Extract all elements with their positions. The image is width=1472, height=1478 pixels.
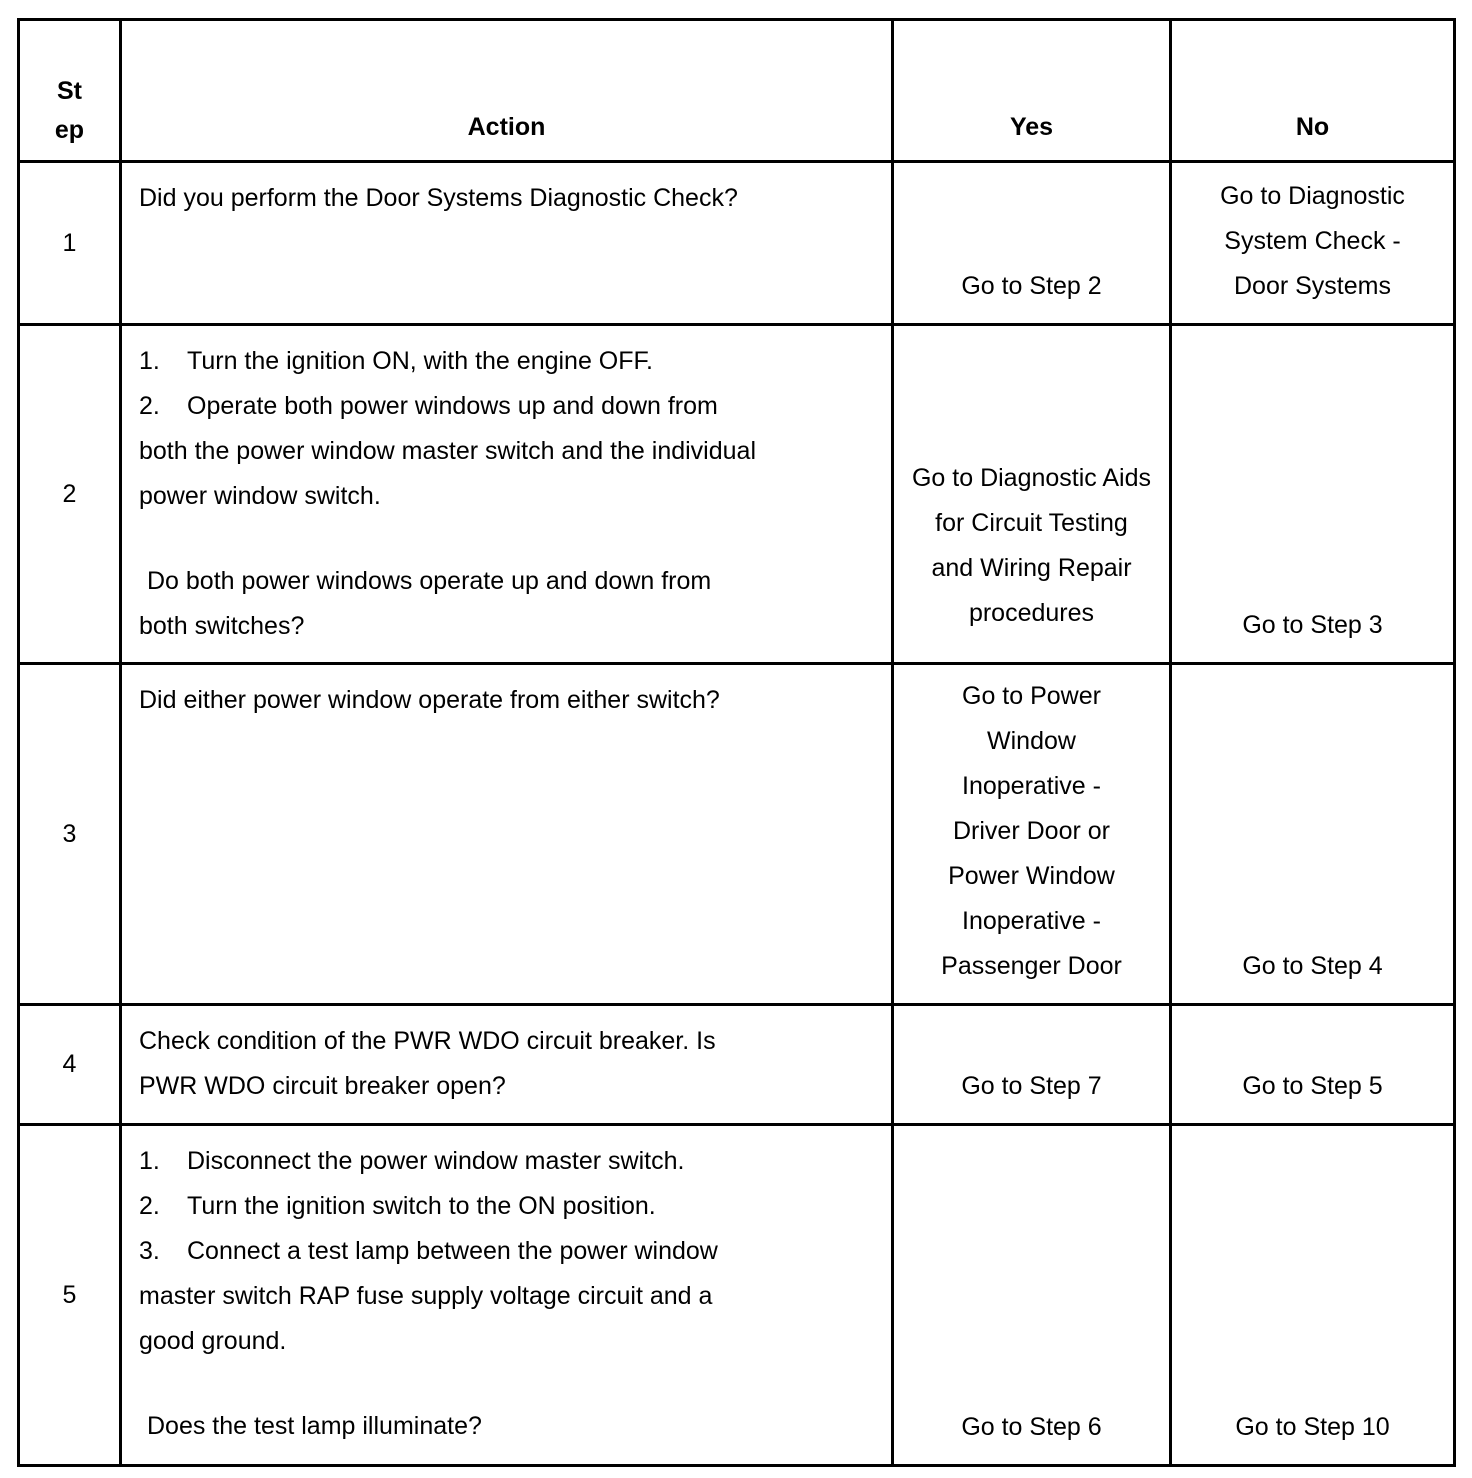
no-cell: Go to Step 4 bbox=[1171, 664, 1455, 1005]
list-text: Turn the ignition switch to the ON position. bbox=[187, 1192, 656, 1220]
action-continuation: master switch RAP fuse supply voltage circuit and a bbox=[139, 1282, 713, 1310]
table-row bbox=[19, 1005, 1455, 1125]
action-continuation: good ground. bbox=[139, 1327, 287, 1355]
no-line: Go to Diagnostic bbox=[1220, 182, 1405, 210]
header-action: Action bbox=[121, 20, 893, 162]
list-text: Disconnect the power window master switch. bbox=[187, 1147, 685, 1175]
action-cell bbox=[121, 162, 893, 325]
yes-cell bbox=[893, 325, 1171, 664]
no-line: System Check - bbox=[1224, 227, 1401, 255]
action-cell bbox=[121, 664, 893, 1005]
step-number: 5 bbox=[19, 1125, 121, 1466]
action-question: Does the test lamp illuminate? bbox=[147, 1412, 482, 1440]
table-row bbox=[19, 162, 1455, 325]
step-number: 4 bbox=[19, 1005, 121, 1125]
no-line: Door Systems bbox=[1234, 272, 1391, 300]
step-number: 2 bbox=[19, 325, 121, 664]
list-item bbox=[139, 1184, 877, 1229]
yes-line: Driver Door or bbox=[953, 817, 1110, 845]
yes-line: for Circuit Testing bbox=[935, 509, 1128, 537]
diagnostic-table bbox=[17, 18, 1456, 1467]
table-row bbox=[19, 664, 1455, 1005]
list-item bbox=[139, 1139, 877, 1184]
no-cell: Go to Step 3 bbox=[1171, 325, 1455, 664]
yes-cell: Go to Step 2 bbox=[893, 162, 1171, 325]
header-row bbox=[19, 20, 1455, 162]
header-step-line: ep bbox=[54, 116, 85, 144]
header-step-line: St bbox=[57, 77, 82, 105]
step-number: 3 bbox=[19, 664, 121, 1005]
table-row bbox=[19, 325, 1455, 664]
action-cell bbox=[121, 1005, 893, 1125]
action-question: both switches? bbox=[139, 612, 305, 640]
yes-line: procedures bbox=[968, 599, 1095, 627]
list-number: 1. bbox=[139, 1147, 160, 1175]
list-item bbox=[139, 339, 877, 384]
action-text: Did either power window operate from either switch? bbox=[139, 686, 720, 714]
action-continuation: both the power window master switch and the individual bbox=[139, 437, 757, 465]
header-no: No bbox=[1171, 20, 1455, 162]
action-question: Do both power windows operate up and down from bbox=[147, 567, 712, 595]
no-cell bbox=[1171, 162, 1455, 325]
step-number: 1 bbox=[19, 162, 121, 325]
action-continuation: power window switch. bbox=[139, 482, 381, 510]
header-step bbox=[19, 20, 121, 162]
list-number: 3. bbox=[139, 1237, 160, 1265]
yes-line: Power Window bbox=[948, 862, 1115, 890]
spacer bbox=[139, 1364, 877, 1404]
yes-line: Go to Diagnostic Aids bbox=[911, 464, 1151, 492]
action-text: PWR WDO circuit breaker open? bbox=[139, 1072, 506, 1100]
list-number: 2. bbox=[139, 392, 160, 420]
action-cell bbox=[121, 325, 893, 664]
yes-line: and Wiring Repair bbox=[931, 554, 1132, 582]
yes-line: Passenger Door bbox=[941, 952, 1122, 980]
no-cell: Go to Step 5 bbox=[1171, 1005, 1455, 1125]
table-row bbox=[19, 1125, 1455, 1466]
yes-line: Go to Power bbox=[962, 682, 1101, 710]
action-text: Did you perform the Door Systems Diagnostic Check? bbox=[139, 184, 738, 212]
action-cell bbox=[121, 1125, 893, 1466]
yes-line: Inoperative - bbox=[962, 772, 1101, 800]
list-item bbox=[139, 384, 877, 429]
list-text: Connect a test lamp between the power window bbox=[187, 1237, 718, 1265]
list-item bbox=[139, 1229, 877, 1274]
list-number: 1. bbox=[139, 347, 160, 375]
yes-cell: Go to Step 7 bbox=[893, 1005, 1171, 1125]
yes-line: Window bbox=[987, 727, 1076, 755]
list-text: Operate both power windows up and down from bbox=[187, 392, 718, 420]
list-text: Turn the ignition ON, with the engine OFF. bbox=[187, 347, 653, 375]
action-text: Check condition of the PWR WDO circuit breaker. Is bbox=[139, 1027, 716, 1055]
yes-line: Inoperative - bbox=[962, 907, 1101, 935]
spacer bbox=[139, 519, 877, 559]
yes-cell bbox=[893, 664, 1171, 1005]
header-yes: Yes bbox=[893, 20, 1171, 162]
list-number: 2. bbox=[139, 1192, 160, 1220]
no-cell: Go to Step 10 bbox=[1171, 1125, 1455, 1466]
yes-cell: Go to Step 6 bbox=[893, 1125, 1171, 1466]
